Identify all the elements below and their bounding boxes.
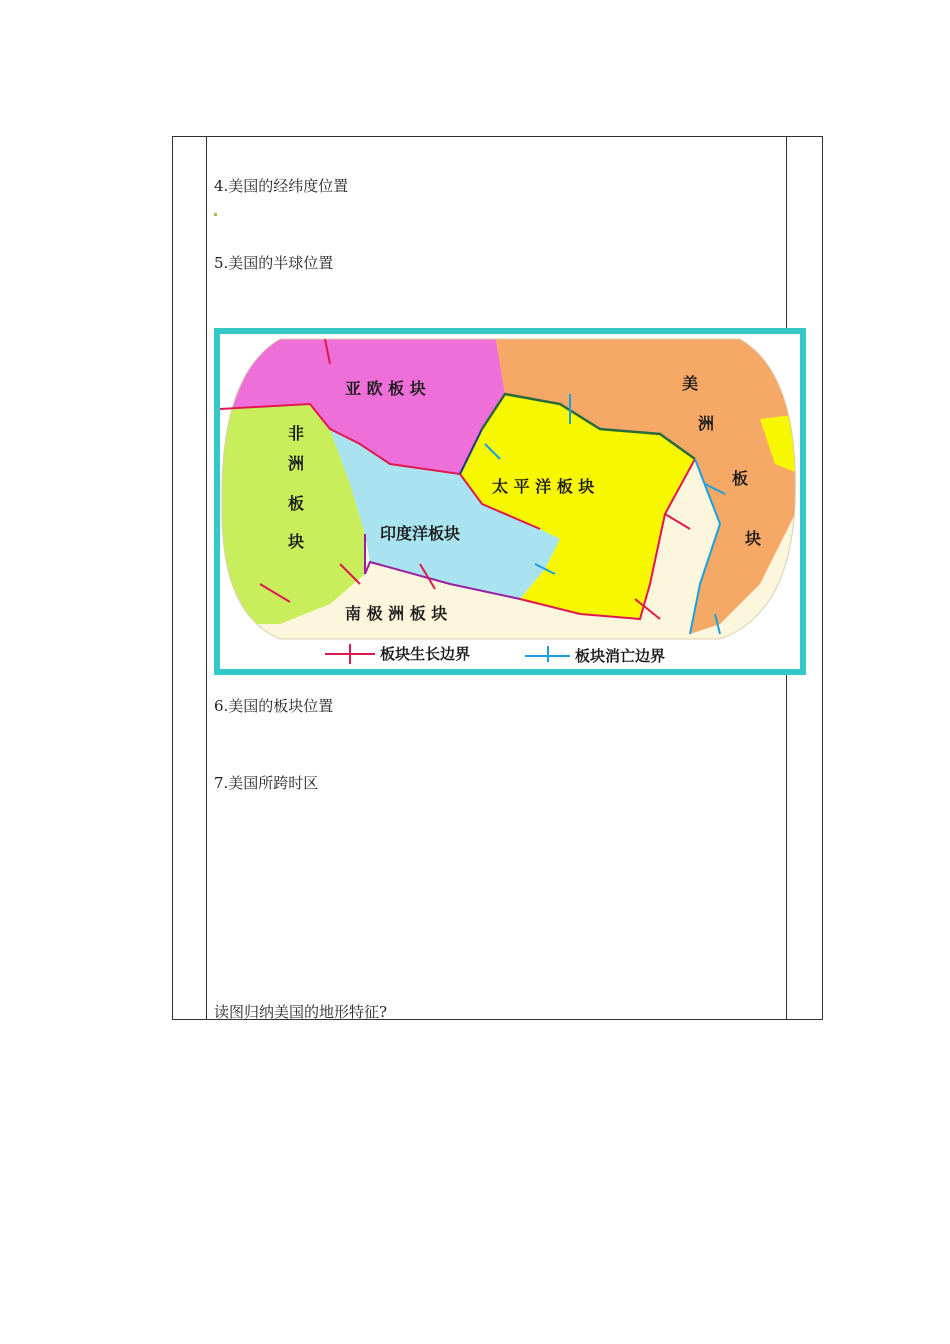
question-7: 7.美国所跨时区 <box>214 774 319 792</box>
subduction-boundary-symbol <box>525 646 570 662</box>
pacific-plate-label: 太 平 洋 板 块 <box>492 477 595 496</box>
american-plate-char-4: 块 <box>745 529 762 548</box>
african-plate-char-4: 块 <box>288 532 305 551</box>
plate-map-figure <box>214 328 806 675</box>
african-plate-char-2: 洲 <box>288 454 305 473</box>
table-column-divider-left <box>206 137 207 1019</box>
legend-subduction-boundary: 板块消亡边界 <box>575 647 666 665</box>
map-legend <box>325 644 665 665</box>
question-6: 6.美国的板块位置 <box>214 697 334 715</box>
plate-map <box>220 334 800 669</box>
indian-plate-label: 印度洋板块 <box>380 524 461 543</box>
question-4: 4.美国的经纬度位置 <box>214 177 349 195</box>
legend-growth-boundary: 板块生长边界 <box>380 645 471 663</box>
antarctic-plate-label: 南 极 洲 板 块 <box>345 604 448 623</box>
american-plate-char-1: 美 <box>682 374 699 393</box>
african-plate-char-3: 板 <box>288 494 305 513</box>
eurasian-plate-label: 亚 欧 板 块 <box>345 379 426 398</box>
growth-boundary-symbol <box>325 644 375 664</box>
question-5: 5.美国的半球位置 <box>214 254 334 272</box>
question-8: 读图归纳美国的地形特征? <box>214 1003 388 1021</box>
bullet-mark <box>214 213 217 216</box>
american-plate-char-2: 洲 <box>698 414 715 433</box>
african-plate-char-1: 非 <box>288 424 305 443</box>
american-plate-char-3: 板 <box>732 469 749 488</box>
